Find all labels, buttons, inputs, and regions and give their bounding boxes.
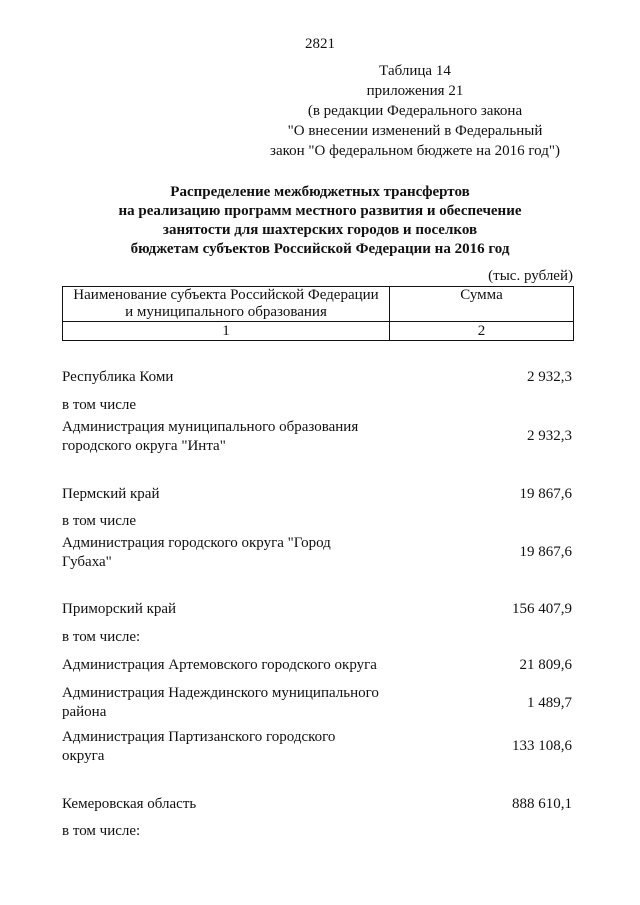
- subheading-including: в том числе:: [62, 823, 141, 839]
- title-line: бюджетам субъектов Российской Федерации на 2016 год: [130, 241, 510, 257]
- amount-value: 888 610,1: [512, 796, 572, 812]
- appendix-line: Таблица 14: [379, 63, 451, 79]
- column-header-name: [63, 287, 390, 322]
- appendix-reference: [250, 61, 580, 161]
- table-header: [62, 286, 574, 341]
- subheading-including: в том числе:: [62, 629, 141, 645]
- region-name: Кемеровская область: [62, 796, 197, 812]
- amount-value: 2 932,3: [527, 428, 572, 444]
- municipality-name: Администрация муниципального образования городского округа "Инта": [62, 419, 359, 454]
- appendix-line: приложения 21: [366, 83, 464, 99]
- municipality-name: Администрация Надеждинского муниципального района: [62, 685, 379, 720]
- appendix-line: (в редакции Федерального закона: [307, 103, 523, 119]
- municipality-name: Администрация Партизанского городского округа: [62, 729, 336, 764]
- amount-value: 1 489,7: [527, 695, 572, 711]
- amount-value: 133 108,6: [512, 738, 572, 754]
- amount-value: 156 407,9: [512, 601, 572, 617]
- amount-value: 2 932,3: [527, 369, 572, 385]
- subheading-including: в том числе: [62, 513, 137, 529]
- title-line: занятости для шахтерских городов и поселков: [162, 222, 478, 238]
- appendix-line: "О внесении изменений в Федеральный: [287, 123, 543, 139]
- title-line: Распределение межбюджетных трансфертов: [170, 184, 470, 200]
- region-name: Приморский край: [62, 601, 177, 617]
- document-title: [60, 183, 580, 259]
- region-name: Пермский край: [62, 486, 160, 502]
- municipality-name: Администрация городского округа "Город Губаха": [62, 535, 331, 570]
- column-header-name-line: Наименование субъекта Российской Федерации: [73, 287, 379, 303]
- appendix-line: закон "О федеральном бюджете на 2016 год"): [270, 143, 560, 159]
- amount-value: 19 867,6: [519, 544, 572, 560]
- subheading-including: в том числе: [62, 397, 137, 413]
- column-header-sum: Сумма: [390, 287, 574, 322]
- amount-value: 19 867,6: [519, 486, 572, 502]
- column-number-1: 1: [63, 322, 390, 341]
- title-line: на реализацию программ местного развития и обеспечение: [118, 203, 522, 219]
- column-header-name-line: и муниципального образования: [125, 304, 327, 320]
- region-name: Республика Коми: [62, 369, 174, 385]
- column-number-2: 2: [390, 322, 574, 341]
- amount-value: 21 809,6: [519, 657, 572, 673]
- unit-label: (тыс. рублей): [488, 268, 573, 284]
- page-number: 2821: [305, 36, 335, 52]
- municipality-name: Администрация Артемовского городского округа: [62, 657, 377, 673]
